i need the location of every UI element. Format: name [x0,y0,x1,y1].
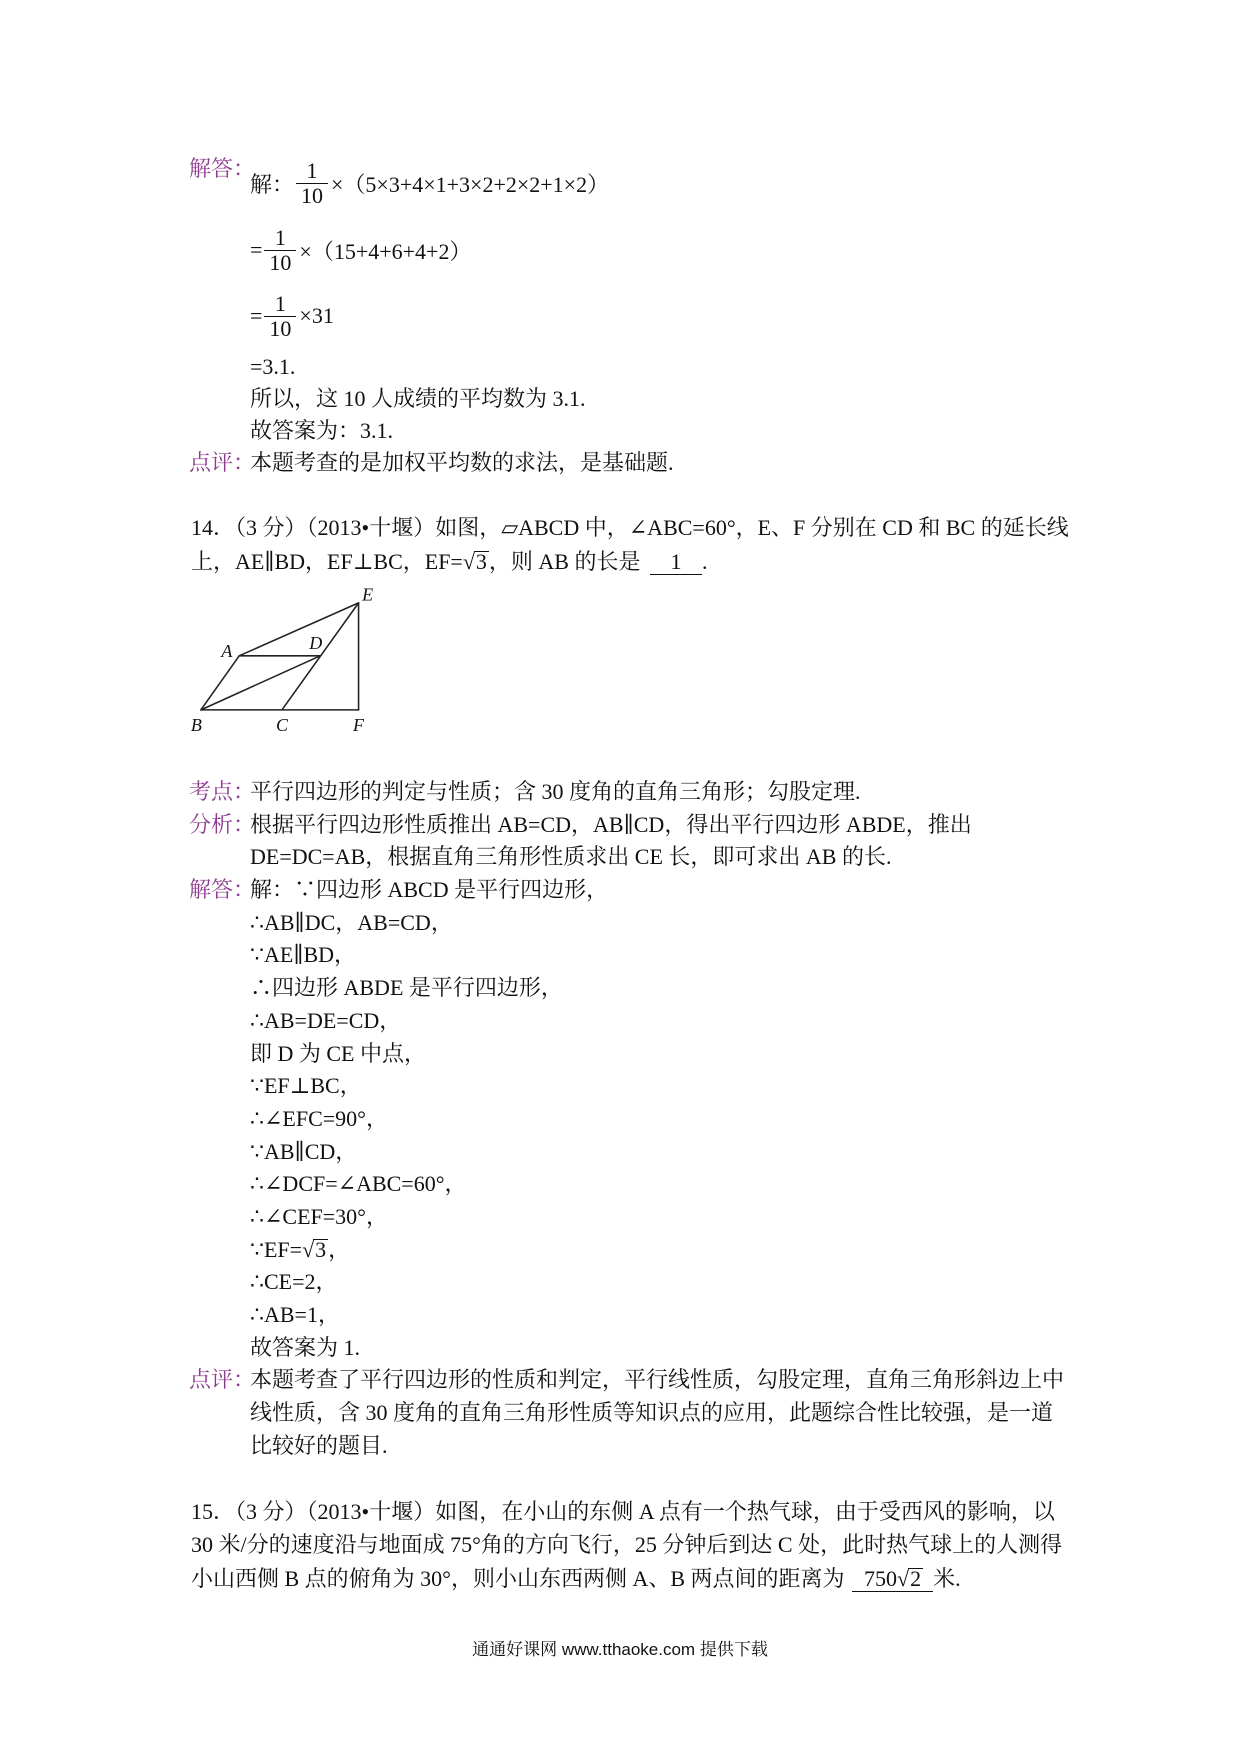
q14-kaodian-label: 考点： [189,779,256,804]
q14-kaodian: 平行四边形的判定与性质；含 30 度角的直角三角形；勾股定理. [250,779,861,804]
q13-conclusion: 所以，这 10 人成绩的平均数为 3.1. [250,386,586,411]
q14-answer-line: 解：∵四边形 ABCD 是平行四边形， [250,877,609,902]
point-label-b: B [190,715,202,736]
q13-step-4: =3.1. [250,354,296,379]
q14-answer-line: ∴AB=1， [250,1302,340,1327]
q14-answer-line: ∴四边形 ABDE 是平行四边形， [250,975,563,1000]
q13-final-answer: 故答案为：3.1. [250,418,394,443]
radicand: 2 [910,1566,922,1591]
q14-answer-blank: 1 [650,550,702,575]
segment-bd [201,656,320,710]
q13-answer-label: 解答： [189,156,256,181]
point-label-a: A [221,640,233,661]
point-label-c: C [275,715,289,736]
q15-answer-coefficient: 750 [864,1566,898,1591]
q14-answer-sqrt-suffix: ， [328,1237,351,1262]
fraction-numerator: 1 [264,226,296,251]
q14-final-answer: 故答案为 1. [250,1335,361,1360]
q14-answer-sqrt-line [250,1236,350,1264]
q14-parallelogram-figure [186,586,378,738]
q13-step-3-suffix: ×31 [299,303,334,328]
q15-stem-line-2: 30 米/分的速度沿与地面成 75°角的方向飞行，25 分钟后到达 C 处，此时热气球上的人测得 [191,1532,1063,1557]
q14-stem-line-1: 14．（3 分）（2013•十堰）如图，▱ABCD 中，∠ABC=60°，E、F 分别在 CD 和 BC 的延长线 [191,515,1069,540]
q14-comment-line: 比较好的题目. [250,1433,388,1458]
q14-fenxi-line: DE=DC=AB，根据直角三角形性质求出 CE 长，即可求出 AB 的长. [250,844,892,869]
q13-step-2-prefix: = [250,237,263,262]
q13-step-3 [250,291,334,341]
segment-ae [239,603,358,656]
radical-sign: √ [302,1237,315,1262]
radicand: 3 [315,1237,327,1262]
q13-step-1-fraction [296,159,328,208]
q14-answer-line: ∴AB∥DC，AB=CD， [250,910,453,935]
q14-answer-line: ∴∠CEF=30°， [250,1204,388,1229]
square-root [302,1236,328,1264]
square-root [463,548,489,576]
q13-step-1-suffix: ×（5×3+4×1+3×2+2×2+1×2） [331,171,610,197]
q13-step-2 [250,225,471,275]
q14-stem-line-2-prefix: 上，AE∥BD，EF⊥BC，EF= [191,549,463,574]
radical-sign: √ [897,1566,910,1591]
q13-step-3-fraction [264,292,296,341]
q14-stem-line-2-end: . [701,549,708,574]
q14-answer-line: ∴∠DCF=∠ABC=60°， [250,1171,467,1196]
radicand: 3 [475,549,487,574]
q14-answer-line: ∴AB=DE=CD， [250,1008,402,1033]
q13-comment: 本题考查的是加权平均数的求法，是基础题. [250,450,674,475]
fraction-denominator: 10 [269,249,292,275]
q14-answer-line: ∵EF⊥BC， [250,1073,362,1098]
q14-answer-line: 即 D 为 CE 中点， [250,1041,427,1066]
q14-answer-line: ∵AB∥CD， [250,1139,358,1164]
fraction-denominator: 10 [301,182,324,208]
q15-stem-line-1: 15．（3 分）（2013•十堰）如图，在小山的东侧 A 点有一个热气球，由于受西风的影响，以 [191,1499,1055,1524]
point-label-d: D [309,633,323,654]
point-label-e: E [362,586,374,605]
q15-stem-line-3-prefix: 小山西侧 B 点的俯角为 30°，则小山东西两侧 A、B 两点间的距离为 [191,1566,845,1591]
q14-answer-line: ∴CE=2， [250,1269,338,1294]
fraction-numerator: 1 [296,159,328,184]
q14-answer-line: ∴∠EFC=90°， [250,1106,388,1131]
q14-stem-line-2 [191,548,707,576]
q15-stem-line-3-suffix: 米. [933,1566,961,1591]
radical-sign: √ [462,549,475,574]
q14-comment-line: 本题考查了平行四边形的性质和判定，平行线性质，勾股定理，直角三角形斜边上中 [250,1367,1065,1392]
page-footer: 通通好课网 www.tthaoke.com 提供下载 [472,1640,768,1659]
fraction-denominator: 10 [269,315,292,341]
point-label-f: F [353,715,365,736]
q14-fenxi-line: 根据平行四边形性质推出 AB=CD，AB∥CD，得出平行四边形 ABDE，推出 [250,812,972,837]
fraction-numerator: 1 [264,292,296,317]
q15-stem-line-3 [191,1565,961,1593]
q14-answer-label: 解答： [189,877,256,902]
q13-comment-label: 点评： [189,450,256,475]
square-root [897,1567,923,1591]
q15-answer-blank [852,1567,933,1592]
q14-stem-line-2-middle: ，则 AB 的长是 [488,549,641,574]
q14-answer-line: ∵AE∥BD， [250,942,357,967]
q14-comment-label: 点评： [189,1367,256,1392]
q14-fenxi-label: 分析： [189,812,256,837]
q13-step-1 [250,158,609,208]
q13-step-2-suffix: ×（15+4+6+4+2） [299,238,472,264]
q14-comment-line: 线性质，含 30 度角的直角三角形性质等知识点的应用，此题综合性比较强，是一道 [250,1400,1054,1425]
q13-step-1-prefix: 解： [250,171,295,197]
q14-answer-sqrt-prefix: ∵EF= [250,1237,303,1262]
q13-step-3-prefix: = [250,303,263,328]
q13-step-2-fraction [264,226,296,275]
